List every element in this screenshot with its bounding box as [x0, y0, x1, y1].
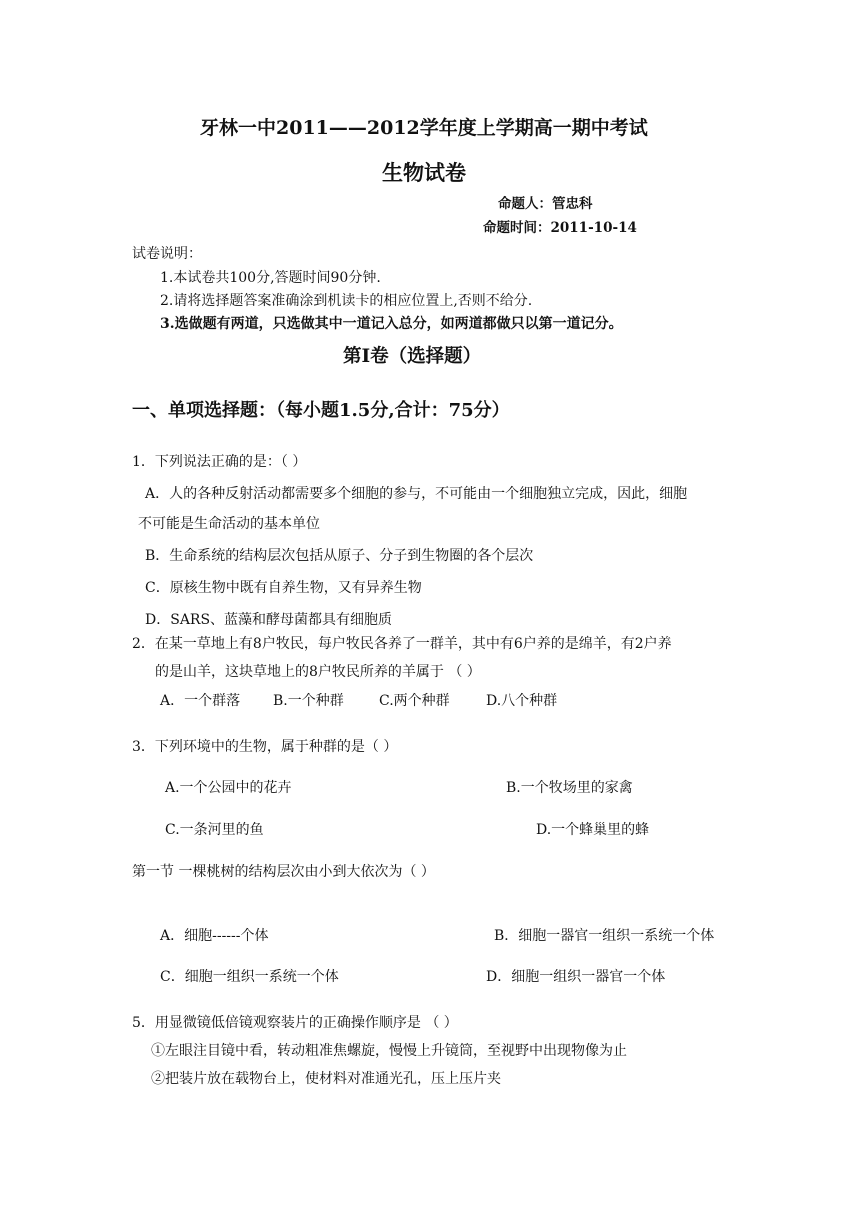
q4-option-a: A．细胞------个体 [160, 928, 269, 944]
q3-option-b: B.一个牧场里的家禽 [506, 780, 633, 796]
q1-option-a-line1: A．人的各种反射活动都需要多个细胞的参与，不可能由一个细胞独立完成，因此，细胞 [145, 486, 688, 502]
q3-option-d: D.一个蜂巢里的蜂 [536, 822, 650, 838]
exam-date: 命题时间：2011-10-14 [483, 220, 637, 236]
q2-option-a: A．一个群落 [160, 693, 241, 709]
q1-stem: 1．下列说法正确的是：（ ） [132, 454, 307, 470]
q3-stem: 3．下列环境中的生物，属于种群的是（ ） [132, 739, 398, 755]
instruction-item-2: 2.请将选择题答案准确涂到机读卡的相应位置上,否则不给分. [160, 293, 533, 309]
q5-step-1: ①左眼注目镜中看，转动粗准焦螺旋，慢慢上升镜筒，至视野中出现物像为止 [151, 1043, 627, 1059]
part-title: 第Ⅰ卷（选择题） [343, 346, 482, 367]
exam-subtitle: 生物试卷 [382, 160, 466, 185]
q1-option-b: B．生命系统的结构层次包括从原子、分子到生物圈的各个层次 [145, 548, 534, 564]
instructions-heading: 试卷说明： [132, 246, 202, 262]
q3-option-a: A.一个公园中的花卉 [165, 780, 292, 796]
q4-stem: 第一节 一棵桃树的结构层次由小到大依次为（ ） [132, 864, 435, 880]
q3-option-c: C.一条河里的鱼 [165, 822, 264, 838]
exam-title: 牙林一中2011——2012学年度上学期高一期中考试 [200, 117, 648, 139]
q2-option-d: D.八个种群 [486, 693, 558, 709]
q5-stem: 5．用显微镜低倍镜观察装片的正确操作顺序是 （ ） [132, 1015, 458, 1031]
instruction-item-1: 1.本试卷共100分,答题时间90分钟. [160, 270, 381, 286]
q2-stem-line2: 的是山羊，这块草地上的8户牧民所养的羊属于 （ ） [155, 664, 481, 680]
q1-option-c: C．原核生物中既有自养生物，又有异养生物 [145, 580, 422, 596]
q1-option-a-line2: 不可能是生命活动的基本单位 [138, 516, 320, 532]
q5-step-2: ②把装片放在载物台上，使材料对准通光孔，压上压片夹 [151, 1071, 501, 1087]
section-title: 一、单项选择题：（每小题1.5分,合计：75分） [132, 400, 510, 421]
q4-option-b: B．细胞一器官一组织一系统一个体 [494, 928, 715, 944]
q2-option-b: B.一个种群 [273, 693, 344, 709]
q4-option-c: C．细胞一组织一系统一个体 [160, 969, 339, 985]
q1-option-d: D．SARS、蓝藻和酵母菌都具有细胞质 [145, 612, 393, 628]
q4-option-d: D．细胞一组织一器官一个体 [486, 969, 666, 985]
q2-stem-line1: 2．在某一草地上有8户牧民，每户牧民各养了一群羊，其中有6户养的是绵羊，有2户养 [132, 636, 672, 652]
instruction-item-3: 3.选做题有两道，只选做其中一道记入总分，如两道都做只以第一道记分。 [160, 316, 623, 332]
exam-author: 命题人：管忠科 [498, 196, 593, 212]
q2-option-c: C.两个种群 [379, 693, 450, 709]
